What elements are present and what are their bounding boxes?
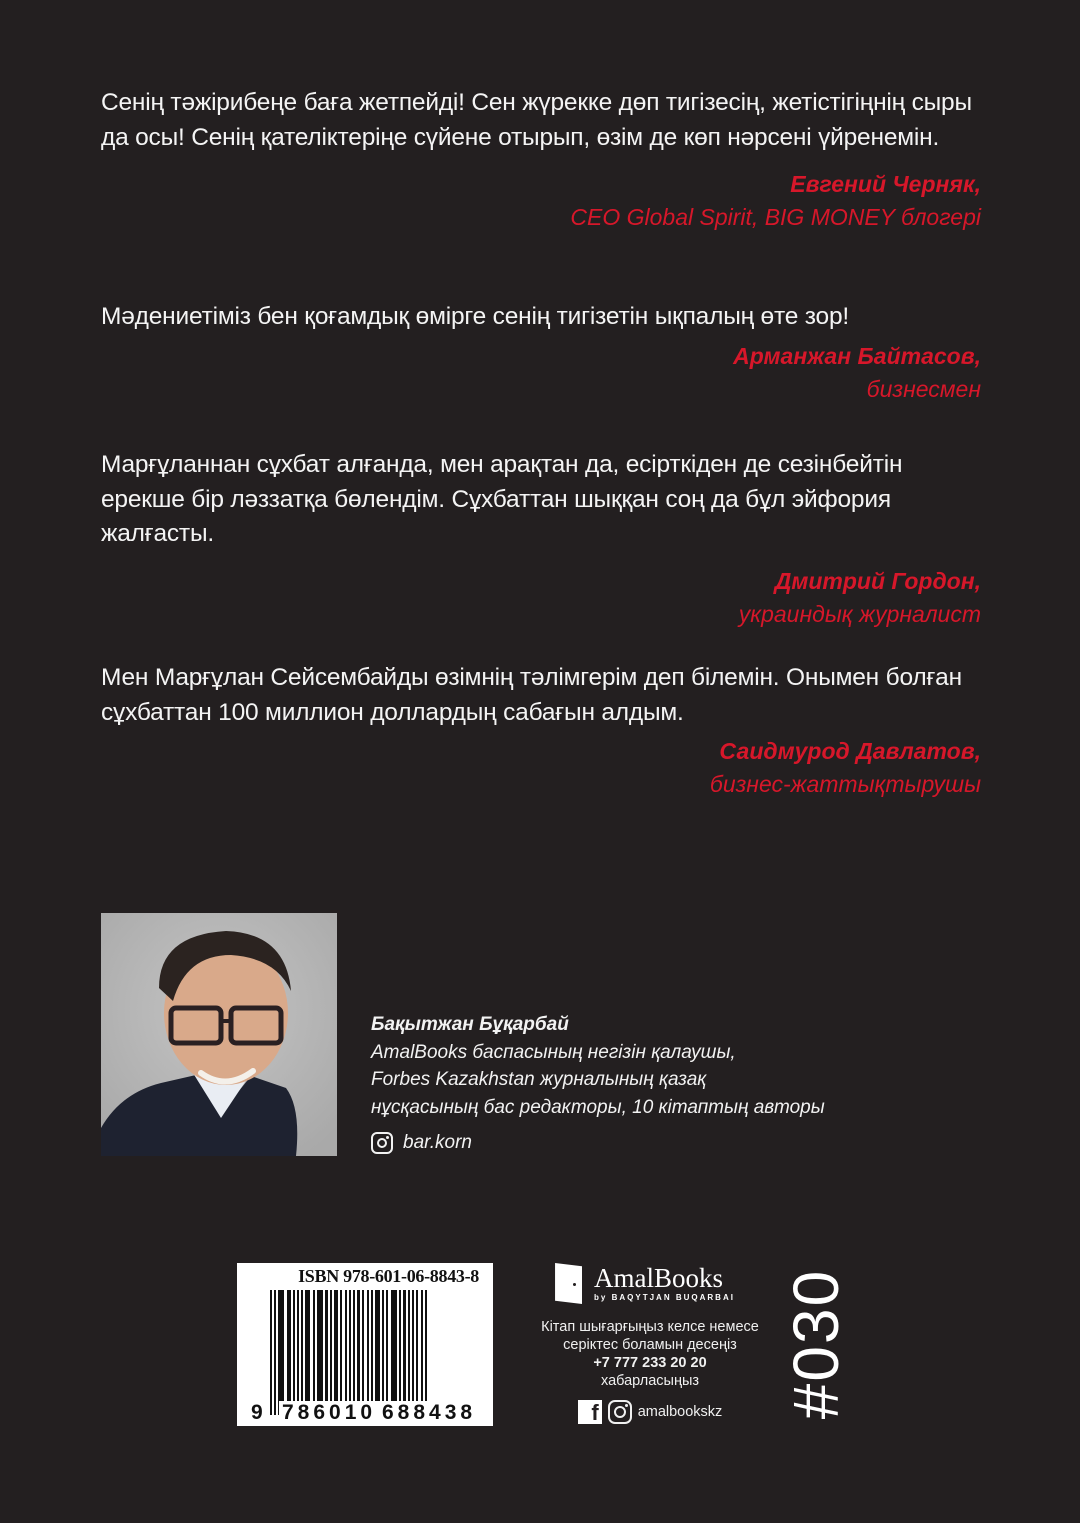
publisher-social-handle: amalbookskz — [637, 1404, 723, 1420]
barcode-bars — [270, 1290, 480, 1415]
author-bio — [371, 1011, 891, 1157]
quote-3 — [101, 448, 981, 631]
author-instagram-link[interactable] — [371, 1129, 891, 1157]
publisher-logo — [510, 1263, 780, 1304]
quote-4 — [101, 661, 981, 801]
quote-text: Мен Марғұлан Сейсембайды өзімнің тәлімгерім деп білемін. Онымен болған сұхбаттан 100 миллион доллардың сабағын алдым. — [101, 664, 962, 726]
author-bio-line: нұсқасының бас редакторы, 10 кітаптың авторы — [371, 1096, 825, 1118]
isbn-barcode — [237, 1263, 493, 1426]
author-photo — [101, 913, 337, 1156]
quote-attribution — [101, 565, 981, 631]
author-bio-line: AmalBooks баспасының негізін қалаушы, — [371, 1041, 736, 1063]
publisher-info — [520, 1263, 780, 1424]
quote-text: Сенің тәжірибеңе баға жетпейді! Сен жүрекке дөп тигізесің, жетістігіңнің сыры да осы! Сенің қателіктеріңе сүйене отырып, өзім де көп нәрсені үйренемін. — [101, 89, 972, 151]
series-number: #030 — [780, 1268, 852, 1420]
door-logo-icon — [555, 1263, 582, 1304]
quote-author: Арманжан Байтасов, — [733, 342, 981, 369]
publisher-contact — [520, 1318, 780, 1390]
publisher-social-link[interactable] — [520, 1400, 780, 1424]
contact-line: хабарласыңыз — [600, 1373, 700, 1389]
contact-line: Кітап шығарғыңыз келсе немесе — [541, 1319, 759, 1335]
contact-phone[interactable]: +7 777 233 20 20 — [593, 1355, 707, 1371]
quote-author: Саидмурод Давлатов, — [719, 738, 981, 764]
quote-author-role: бизнесмен — [866, 375, 981, 402]
quote-author-role: бизнес-жаттықтырушы — [709, 771, 981, 797]
quote-attribution — [101, 168, 981, 234]
quote-1 — [101, 86, 981, 234]
quote-attribution — [101, 340, 981, 406]
isbn-label: ISBN 978-601-06-8843-8 — [298, 1266, 479, 1286]
author-bio-line: Forbes Kazakhstan журналының қазақ — [371, 1069, 707, 1090]
quote-text: Марғұланнан сұхбат алғанда, мен арақтан да, есірткіден де сезінбейтін ерекше бір ләззатқа бөлендім. Сұхбаттан шыққан соң да бұл эйфория жалғасты. — [101, 451, 903, 547]
publisher-tagline: by BAQYTJAN BUQARBAI — [594, 1293, 735, 1302]
quote-text: Мәдениетіміз бен қоғамдық өмірге сенің тигізетін ықпалың өте зор! — [101, 303, 849, 330]
author-name: Бақытжан Бұқарбай — [371, 1014, 569, 1035]
isbn-digit-prefix: 9 — [251, 1401, 263, 1424]
portrait-illustration — [101, 913, 337, 1156]
author-instagram-handle: bar.korn — [403, 1132, 472, 1153]
contact-line: серіктес боламын десеңіз — [563, 1337, 737, 1353]
quote-2 — [101, 300, 981, 406]
quote-author-role: украиндық журналист — [738, 600, 981, 627]
isbn-digit-group-1: 786010 — [279, 1401, 379, 1425]
quote-author-role: CEO Global Spirit, BIG MONEY блогері — [570, 204, 981, 230]
publisher-name: AmalBooks — [594, 1263, 724, 1293]
facebook-icon: f — [578, 1400, 602, 1424]
quote-author: Дмитрий Гордон, — [774, 567, 981, 594]
instagram-icon — [371, 1132, 393, 1154]
quote-attribution — [101, 735, 981, 801]
instagram-icon — [608, 1400, 632, 1424]
quote-author: Евгений Черняк, — [790, 171, 981, 197]
isbn-digit-group-2: 688438 — [379, 1401, 479, 1425]
